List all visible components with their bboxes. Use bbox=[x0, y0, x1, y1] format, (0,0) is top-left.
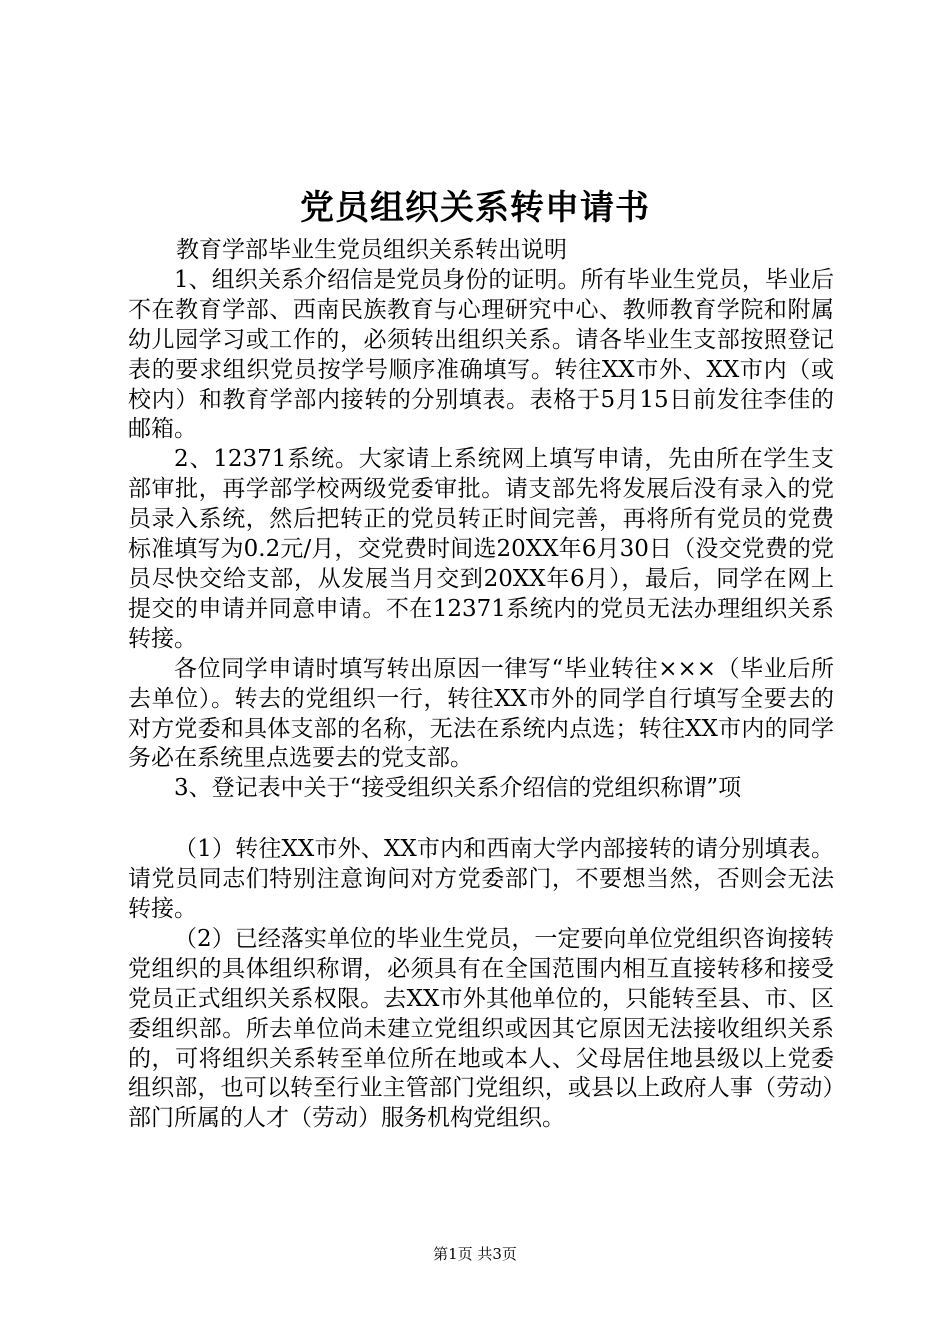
paragraph-subitem-2: （2）已经落实单位的毕业生党员，一定要向单位党组织咨询接转党组织的具体组织称谓，必须具有在全国范围内相互直接转移和接受党员正式组织关系权限。去XX市外其他单位的，只能转至县、市、区委组织部。所去单位尚未建立党组织或因其它原因无法接收组织关系的，可将组织关系转至单位所在地或本人、父母居住地县级以上党委组织部，也可以转至行业主管部门党组织，或县以上政府人事（劳动）部门所属的人才（劳动）服务机构党组织。 bbox=[128, 925, 834, 1132]
paragraph-item-2: 2、12371系统。大家请上系统网上填写申请，先由所在学生支部审批，再学部学校两级党委审批。请支部先将发展后没有录入的党员录入系统，然后把转正的党员转正时间完善，再将所有党员的党费标准填写为0.2元/月，交党费时间选20XX年6月30日（没交党费的党员尽快交给支部，从发展当月交到20XX年6月），最后，同学在网上提交的申请并同意申请。不在12371系统内的党员无法办理组织关系转接。 bbox=[128, 446, 834, 652]
section-heading: 教育学部毕业生党员组织关系转出说明 bbox=[176, 237, 567, 263]
document-body bbox=[128, 236, 834, 1134]
page-title: 党员组织关系转申请书 bbox=[300, 188, 650, 228]
paragraph-subitem-1: （1）转往XX市外、XX市内和西南大学内部接转的请分别填表。请党员同志们特别注意询问对方党委部门，不要想当然，否则会无法转接。 bbox=[128, 836, 834, 923]
page-footer: 第1页 共3页 bbox=[433, 1245, 517, 1263]
paragraph-note: 各位同学申请时填写转出原因一律写“毕业转往×××（毕业后所去单位）。转去的党组织一行，转往XX市外的同学自行填写全要去的对方党委和具体支部的名称，无法在系统内点选；转往XX市内的同学务必在系统里点选要去的党支部。 bbox=[128, 655, 834, 772]
paragraph-item-3: 3、登记表中关于“接受组织关系介绍信的党组织称谓”项 bbox=[174, 775, 742, 802]
paragraph-item-1: 1、组织关系介绍信是党员身份的证明。所有毕业生党员，毕业后不在教育学部、西南民族教育与心理研究中心、教师教育学院和附属幼儿园学习或工作的，必须转出组织关系。请各毕业生支部按照登记表的要求组织党员按学号顺序准确填写。转往XX市外、XX市内（或校内）和教育学部内接转的分别填表。表格于5月15日前发往李佳的邮箱。 bbox=[128, 266, 834, 443]
